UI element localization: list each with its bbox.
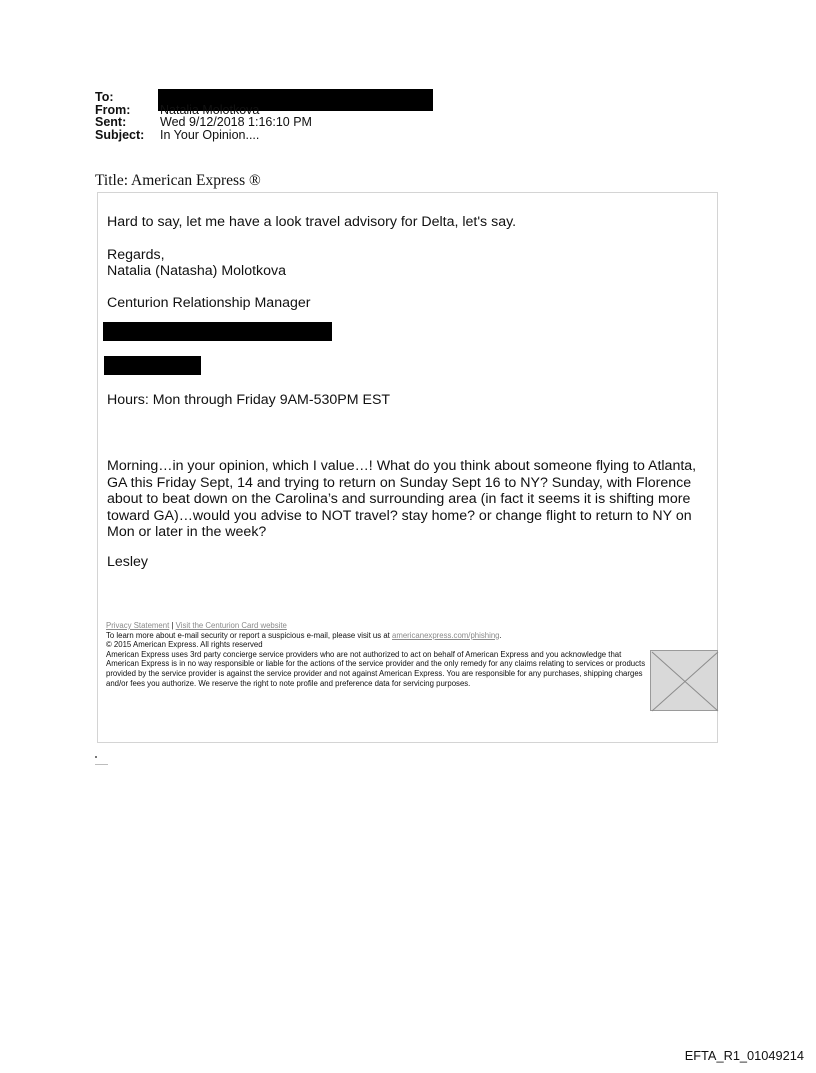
- sender-name: Natalia (Natasha) Molotkova: [107, 263, 286, 279]
- reply-opening: Hard to say, let me have a look travel advisory for Delta, let's say.: [107, 214, 517, 230]
- image-cross-icon: [651, 651, 719, 712]
- from-value: Natalia Molotkova: [160, 102, 260, 117]
- document-id: EFTA_R1_01049214: [684, 1048, 804, 1063]
- footer-separator: |: [171, 621, 174, 630]
- privacy-statement-link[interactable]: Privacy Statement: [106, 621, 170, 630]
- sender-role: Centurion Relationship Manager: [107, 295, 311, 311]
- original-message-signature: Lesley: [107, 554, 149, 570]
- sent-label: Sent:: [95, 115, 127, 129]
- from-label: From:: [95, 102, 131, 117]
- page-title: Title: American Express ®: [95, 172, 261, 189]
- subject-label: Subject:: [95, 127, 145, 142]
- security-text: To learn more about e-mail security or report a suspicious e-mail, please visit us at: [106, 630, 390, 640]
- subject-value: In Your Opinion....: [160, 127, 260, 142]
- security-notice: [106, 631, 654, 641]
- sent-value: Wed 9/12/2018 1:16:10 PM: [160, 115, 312, 129]
- reply-regards: Regards,: [107, 247, 165, 263]
- broken-image-icon: [650, 650, 718, 711]
- legal-footer: [106, 621, 654, 688]
- stray-mark-line: [95, 757, 108, 765]
- centurion-website-link[interactable]: Visit the Centurion Card website: [175, 621, 287, 630]
- original-message-body: Morning…in your opinion, which I value…! What do you think about someone flying to Atlanta, GA this Friday Sept, 14 and trying to return on Sunday Sept 16 to NY? Sunday, with Florence about to beat down on the Carolina’s and surrounding area (in fact it seems it is shifting more toward GA)…would you advise to NOT travel? stay home? or change flight to return to NY on Mon or later in the week?: [107, 458, 697, 540]
- footer-links: [106, 621, 654, 631]
- to-label: To:: [95, 90, 114, 104]
- business-hours: Hours: Mon through Friday 9AM-530PM EST: [107, 392, 391, 408]
- phishing-link[interactable]: americanexpress.com/phishing: [392, 630, 500, 640]
- redacted-contact-line-1: [103, 322, 332, 341]
- disclaimer-text: American Express uses 3rd party concierge service providers who are not authorized to act on behalf of American Express and you acknowledge that American Express is in no way responsible or liable for the actions of the service provider and the only remedy for any claims relating to services or products provided by the service provider is against the service provider and not against American Express. You are responsible for any purchases, shipping charges and/or fees you authorize. We reserve the right to note profile and preference data for servicing purposes.: [106, 649, 646, 688]
- copyright-text: © 2015 American Express. All rights reserved: [106, 640, 263, 650]
- security-end: .: [499, 630, 502, 640]
- redacted-contact-line-2: [104, 356, 201, 375]
